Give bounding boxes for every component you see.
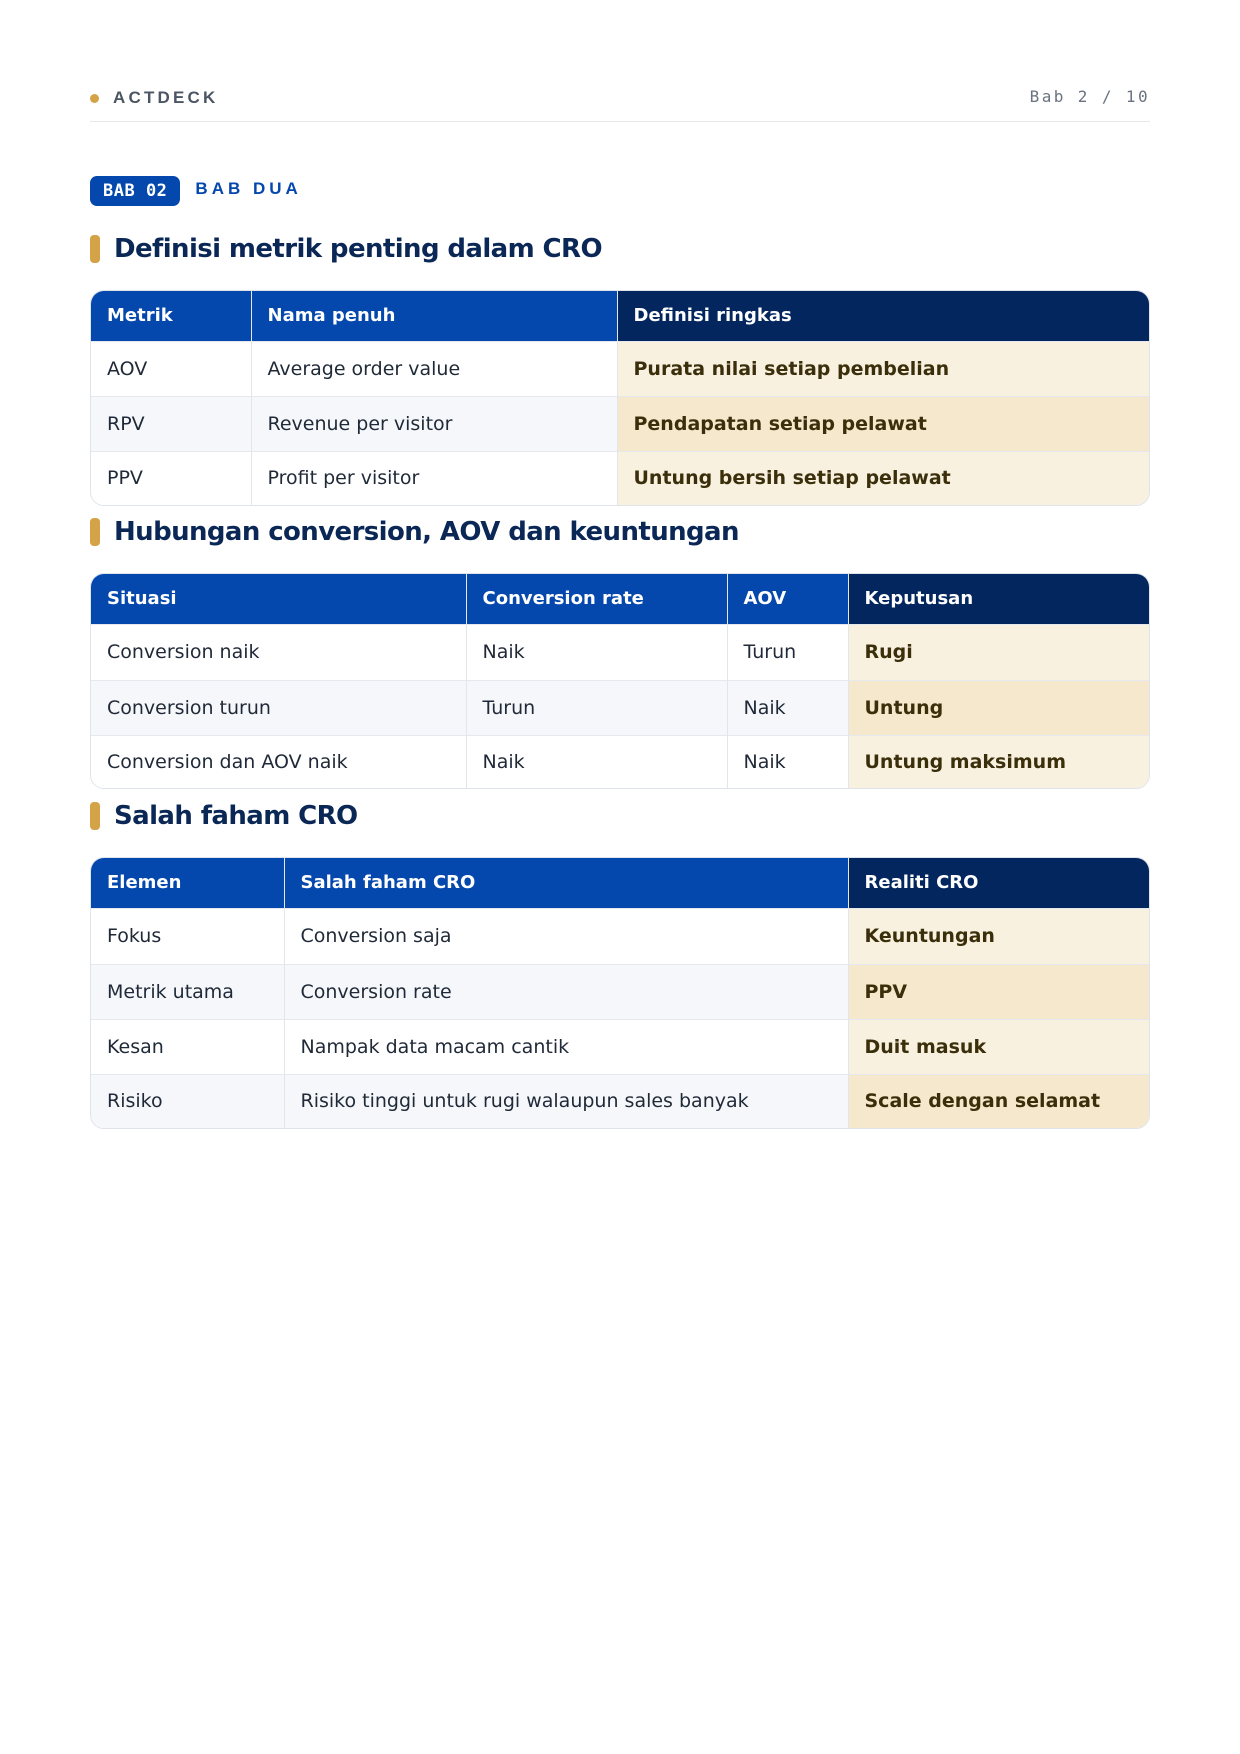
table-cell-highlight: Untung maksimum	[848, 735, 1149, 788]
column-header: Realiti CRO	[848, 858, 1149, 908]
column-header: Keputusan	[848, 574, 1149, 624]
table-cell-highlight: Duit masuk	[848, 1019, 1149, 1074]
section-title-text: Salah faham CRO	[114, 801, 358, 831]
table-row	[91, 964, 1149, 1019]
table-cell: Turun	[727, 624, 848, 680]
table-row	[91, 908, 1149, 964]
table-row	[91, 451, 1149, 505]
section-title-metrics	[90, 232, 602, 266]
section-title-misconceptions	[90, 799, 358, 833]
table-cell: Metrik utama	[91, 964, 284, 1019]
table-row	[91, 396, 1149, 451]
table-cell: Risiko	[91, 1074, 284, 1128]
table-cell-highlight: PPV	[848, 964, 1149, 1019]
table-cell: Conversion naik	[91, 624, 466, 680]
column-header: Conversion rate	[466, 574, 727, 624]
title-accent-bar-icon	[90, 802, 100, 830]
table-cell: Nampak data macam cantik	[284, 1019, 848, 1074]
table-cell-highlight: Untung bersih setiap pelawat	[617, 451, 1149, 505]
chapter-heading	[90, 176, 302, 206]
column-header: Definisi ringkas	[617, 291, 1149, 341]
table-cell: Conversion rate	[284, 964, 848, 1019]
page-indicator: Bab 2 / 10	[1029, 87, 1150, 106]
table-cell: RPV	[91, 396, 251, 451]
table-cell: Naik	[466, 624, 727, 680]
table-row	[91, 1019, 1149, 1074]
relationship-table	[90, 573, 1150, 789]
column-header: Salah faham CRO	[284, 858, 848, 908]
table-cell: Naik	[727, 680, 848, 735]
column-header: Elemen	[91, 858, 284, 908]
section-title-text: Hubungan conversion, AOV dan keuntungan	[114, 517, 739, 547]
misconceptions-table	[90, 857, 1150, 1129]
table-header-row	[91, 574, 1149, 624]
title-accent-bar-icon	[90, 518, 100, 546]
table-row	[91, 735, 1149, 788]
table-cell: Conversion turun	[91, 680, 466, 735]
table-cell: Naik	[466, 735, 727, 788]
table-header-row	[91, 858, 1149, 908]
table-cell-highlight: Untung	[848, 680, 1149, 735]
metrics-table	[90, 290, 1150, 506]
brand-dot-icon	[90, 94, 99, 103]
table-cell: Fokus	[91, 908, 284, 964]
column-header: Situasi	[91, 574, 466, 624]
column-header: Nama penuh	[251, 291, 617, 341]
column-header: Metrik	[91, 291, 251, 341]
table-cell: Conversion dan AOV naik	[91, 735, 466, 788]
column-header: AOV	[727, 574, 848, 624]
section-title-text: Definisi metrik penting dalam CRO	[114, 234, 602, 264]
chapter-label: BAB DUA	[195, 179, 302, 198]
table-cell-highlight: Scale dengan selamat	[848, 1074, 1149, 1128]
table-cell: Conversion saja	[284, 908, 848, 964]
table-cell-highlight: Rugi	[848, 624, 1149, 680]
table-row	[91, 624, 1149, 680]
table-row	[91, 1074, 1149, 1128]
table-cell: Turun	[466, 680, 727, 735]
table-cell: AOV	[91, 341, 251, 396]
table-cell-highlight: Purata nilai setiap pembelian	[617, 341, 1149, 396]
table-cell: Risiko tinggi untuk rugi walaupun sales banyak	[284, 1074, 848, 1128]
table-cell-highlight: Pendapatan setiap pelawat	[617, 396, 1149, 451]
table-cell: Naik	[727, 735, 848, 788]
page-header	[90, 84, 1150, 122]
brand-name: ACTDECK	[113, 88, 219, 107]
table-header-row	[91, 291, 1149, 341]
title-accent-bar-icon	[90, 235, 100, 263]
chapter-badge: BAB 02	[90, 176, 180, 206]
table-cell: Revenue per visitor	[251, 396, 617, 451]
table-cell-highlight: Keuntungan	[848, 908, 1149, 964]
table-row	[91, 680, 1149, 735]
table-row	[91, 341, 1149, 396]
table-cell: PPV	[91, 451, 251, 505]
table-cell: Average order value	[251, 341, 617, 396]
section-title-relationship	[90, 515, 739, 549]
brand	[90, 88, 219, 108]
table-cell: Kesan	[91, 1019, 284, 1074]
table-cell: Profit per visitor	[251, 451, 617, 505]
